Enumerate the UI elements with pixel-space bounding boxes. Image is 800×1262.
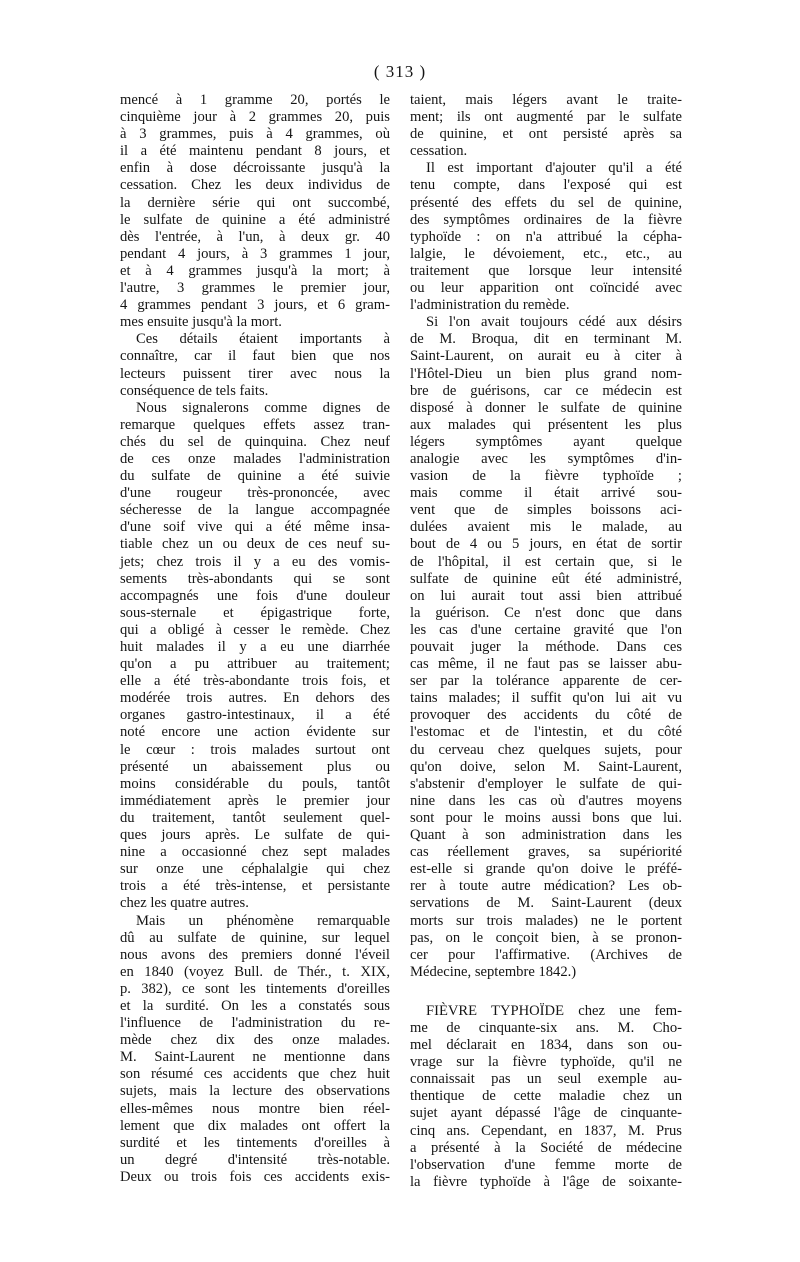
text-line: modérée trois autres. En dehors des xyxy=(120,690,390,707)
text-line: sur onze une céphalalgie qui chez xyxy=(120,861,390,878)
text-line: qu'on a pu attribuer au traitement; xyxy=(120,656,390,673)
text-line: pouvait juger la méthode. Dans ces xyxy=(410,639,682,655)
text-line: dès l'entrée, à l'un, à deux gr. 40 xyxy=(120,228,390,245)
text-line: connaissait pas un seul exemple au- xyxy=(410,1071,682,1088)
text-line: son résumé ces accidents que chez huit xyxy=(120,1066,390,1083)
text-line: il a été maintenu pendant 8 jours, et xyxy=(120,143,390,160)
text-line: de quinine, et ont persisté après sa xyxy=(410,126,682,143)
text-line: pendant 4 jours, à 3 grammes 1 jour, xyxy=(120,245,390,262)
text-line: sous-sternale et épigastrique forte, xyxy=(120,604,390,621)
text-line: pas, on le conçoit bien, à se pronon- xyxy=(410,929,682,946)
text-line: organes gastro-intestinaux, il a été xyxy=(120,707,390,724)
text-line: chés du sel de quinquina. Chez neuf xyxy=(120,433,390,450)
text-line: ou leur apparition ont coïncidé avec xyxy=(410,280,682,297)
text-line: du cerveau chez quelques sujets, pour xyxy=(410,741,682,758)
text-line: l'administration du remède. xyxy=(410,297,570,314)
text-line: présenté des effets du sel de quinine, xyxy=(410,194,682,211)
text-line: typhoïde : on n'a attribué la cépha- xyxy=(410,228,682,245)
text-line: Ces détails étaient importants à xyxy=(136,331,390,348)
text-line: bre de guérisons, car ce médecin est xyxy=(410,382,682,399)
text-line: nine dans les cas où d'autres moyens xyxy=(410,792,682,809)
text-line: sécheresse de la langue accompagnée xyxy=(120,502,390,519)
text-line: sulfate de quinine eût été administré, xyxy=(410,570,682,587)
text-line: disposé à donner le sulfate de quinine xyxy=(410,399,682,416)
text-line: ment; ils ont augmenté par le sulfate xyxy=(410,109,682,126)
text-line: tiable chez un ou deux de ces neuf su- xyxy=(120,536,390,553)
text-line: sements très-abondants qui se sont xyxy=(120,570,390,587)
text-line: huit malades il y a eu une diarrhée xyxy=(120,639,390,655)
text-line: légers symptômes ayant quelque xyxy=(410,433,682,450)
text-line: elles-mêmes nous montre bien réel- xyxy=(120,1100,390,1117)
text-line: à 3 grammes, puis à 4 grammes, où xyxy=(120,126,390,143)
text-line: chez les quatre autres. xyxy=(120,895,249,912)
left-column xyxy=(120,92,390,1186)
text-line: mes ensuite jusqu'à la mort. xyxy=(120,314,282,331)
text-line: morts sur trois malades) ne le portent xyxy=(410,912,682,929)
text-line: de l'hôpital, il est certain que, si le xyxy=(410,553,682,570)
text-line: traitement que lorsque leur intensité xyxy=(410,262,682,279)
text-line: cinquième jour à 2 grammes 20, puis xyxy=(120,109,390,126)
text-line: la dernière série qui ont succombé, xyxy=(120,194,390,211)
text-line: noté encore une action évidente sur xyxy=(120,724,390,741)
text-line: tenu compte, dans l'exposé qui est xyxy=(410,177,682,194)
text-line: connaître, car il faut bien que nos xyxy=(120,348,390,365)
text-line: lement que dix malades ont offert la xyxy=(120,1117,390,1134)
text-line: de ces onze malades l'administration xyxy=(120,450,390,467)
text-line: des symptômes ordinaires de la fièvre xyxy=(410,211,682,228)
text-line: immédiatement après le premier jour xyxy=(120,792,390,809)
text-line: conséquence de tels faits. xyxy=(120,382,269,399)
text-line: est-elle si grande qu'on doive le préfé- xyxy=(410,861,682,878)
text-line: vrage sur la fièvre typhoïde, qu'il ne xyxy=(410,1054,682,1071)
text-line: on lui aurait tout assi bien attribué xyxy=(410,587,682,604)
text-line: tains malades; il suffit qu'on lui ait vu xyxy=(410,690,682,707)
text-line: nine a occasionné chez sept malades xyxy=(120,844,390,861)
text-line: cer pour l'affirmative. (Archives de xyxy=(410,946,682,963)
text-line: le sulfate de quinine a été administré xyxy=(120,211,390,228)
text-line: a présenté à la Société de médecine xyxy=(410,1139,682,1156)
text-line: cas même, il ne faut pas se laisser abu- xyxy=(410,656,682,673)
text-line: Médecine, septembre 1842.) xyxy=(410,963,577,980)
text-line: l'autre, 3 grammes le premier jour, xyxy=(120,280,390,297)
text-line: 4 grammes pendant 3 jours, et 6 gram- xyxy=(120,297,390,314)
text-line: la fièvre typhoïde à l'âge de soixante- xyxy=(410,1173,682,1190)
text-line: et la surdité. On les a constatés sous xyxy=(120,997,390,1014)
text-line: l'estomac et de l'intestin, et du côté xyxy=(410,724,682,741)
text-line: l'influence de l'administration du re- xyxy=(120,1015,390,1032)
text-line: les cas d'une certaine gravité que l'on xyxy=(410,621,682,638)
text-line: remarque quelques effets assez tran- xyxy=(120,416,390,433)
text-line: et à 4 grammes jusqu'à la mort; à xyxy=(120,262,390,279)
text-line: sont pour le moins aussi bons que lui. xyxy=(410,809,682,826)
text-line: rer à toute autre médication? Les ob- xyxy=(410,878,682,895)
text-line: Deux ou trois fois ces accidents exis- xyxy=(120,1168,390,1185)
text-line: Mais un phénomène remarquable xyxy=(136,912,390,929)
text-line: surdité et les tintements d'oreilles à xyxy=(120,1134,390,1151)
text-line: cessation. xyxy=(410,143,468,160)
text-line: accompagnés une fois d'une douleur xyxy=(120,587,390,604)
text-line: sujets, mais la lecture des observations xyxy=(120,1083,390,1100)
text-line: ser par la tolérance apparente de cer- xyxy=(410,673,682,690)
text-line: p. 382), ce sont les tintements d'oreilles xyxy=(120,980,390,997)
text-line: nous avons des premiers donné l'éveil xyxy=(120,946,390,963)
text-line: vasion de la fièvre typhoïde ; xyxy=(410,468,682,485)
text-line: lalgie, le dévoiement, etc., etc., au xyxy=(410,245,682,262)
text-line: Quant à son administration dans les xyxy=(410,827,682,844)
text-line: servations de M. Saint-Laurent (deux xyxy=(410,895,682,912)
text-line: cessation. Chez les deux individus de xyxy=(120,177,390,194)
text-line: vent que de simples boissons aci- xyxy=(410,502,682,519)
text-line: mais comme il était arrivé sou- xyxy=(410,485,682,502)
text-line: ques jours après. Le sulfate de qui- xyxy=(120,827,390,844)
section-gap xyxy=(410,981,682,1003)
text-line: d'une soif vive qui a été même insa- xyxy=(120,519,390,536)
text-line: mencé à 1 gramme 20, portés le xyxy=(120,92,390,108)
text-line: un degré d'intensité très-notable. xyxy=(120,1151,390,1168)
text-line: mède chez dix des onze malades. xyxy=(120,1032,390,1049)
text-line: Nous signalerons comme dignes de xyxy=(136,399,390,416)
text-line: du traitement, tantôt seulement quel- xyxy=(120,809,390,826)
text-line: cinq ans. Cependant, en 1837, M. Prus xyxy=(410,1122,682,1139)
text-line: M. Saint-Laurent ne mentionne dans xyxy=(120,1049,390,1066)
text-line: moins considérable du pouls, tantôt xyxy=(120,775,390,792)
page-number: ( 313 ) xyxy=(373,62,427,81)
text-line: analogie avec les symptômes d'in- xyxy=(410,450,682,467)
text-line: enfin à dose décroissante jusqu'à la xyxy=(120,160,390,177)
text-line: lecteurs puissent tirer avec nous la xyxy=(120,365,390,382)
text-line: d'une rougeur très-prononcée, avec xyxy=(120,485,390,502)
text-line: du sulfate de quinine a été suivie xyxy=(120,468,390,485)
text-line: provoquer des accidents du côté de xyxy=(410,707,682,724)
text-line: elle a été très-abondante trois fois, et xyxy=(120,673,390,690)
text-line: sujet ayant dépassé l'âge de cinquante- xyxy=(410,1105,682,1122)
text-line: la guérison. Ce n'est donc que dans xyxy=(410,604,682,621)
text-line: Saint-Laurent, on aurait eu à citer à xyxy=(410,348,682,365)
text-line: bout de 4 ou 5 jours, en état de sortir xyxy=(410,536,682,553)
text-line: FIÈVRE TYPHOÏDE chez une fem- xyxy=(426,1002,682,1019)
text-line: dulées avaient mis le malade, au xyxy=(410,519,682,536)
text-line: Il est important d'ajouter qu'il a été xyxy=(426,160,682,177)
text-line: aux malades qui présentent les plus xyxy=(410,416,682,433)
text-line: s'abstenir d'employer le sulfate de qui- xyxy=(410,775,682,792)
text-line: dû au sulfate de quinine, sur lequel xyxy=(120,929,390,946)
text-line: le cœur : trois malades surtout ont xyxy=(120,741,390,758)
text-line: mel déclarait en 1834, dans son ou- xyxy=(410,1037,682,1054)
right-column xyxy=(410,92,682,1191)
text-line: qui a obligé à cesser le remède. Chez xyxy=(120,621,390,638)
text-line: en 1840 (voyez Bull. de Thér., t. XIX, xyxy=(120,963,390,980)
text-line: Si l'on avait toujours cédé aux désirs xyxy=(426,314,682,331)
text-line: l'Hôtel-Dieu un bien plus grand nom- xyxy=(410,365,682,382)
text-line: l'observation d'une femme morte de xyxy=(410,1156,682,1173)
text-line: qu'on doive, selon M. Saint-Laurent, xyxy=(410,758,682,775)
text-line: de M. Broqua, dit en terminant M. xyxy=(410,331,682,348)
text-line: présenté un abaissement plus ou xyxy=(120,758,390,775)
text-line: thentique de cette maladie chez un xyxy=(410,1088,682,1105)
text-line: trois a été très-intense, et persistante xyxy=(120,878,390,895)
text-line: jets; chez trois il y a eu des vomis- xyxy=(120,553,390,570)
text-line: cas réellement graves, sa supériorité xyxy=(410,844,682,861)
text-line: taient, mais légers avant le traite- xyxy=(410,92,682,108)
text-line: me de cinquante-six ans. M. Cho- xyxy=(410,1019,682,1036)
